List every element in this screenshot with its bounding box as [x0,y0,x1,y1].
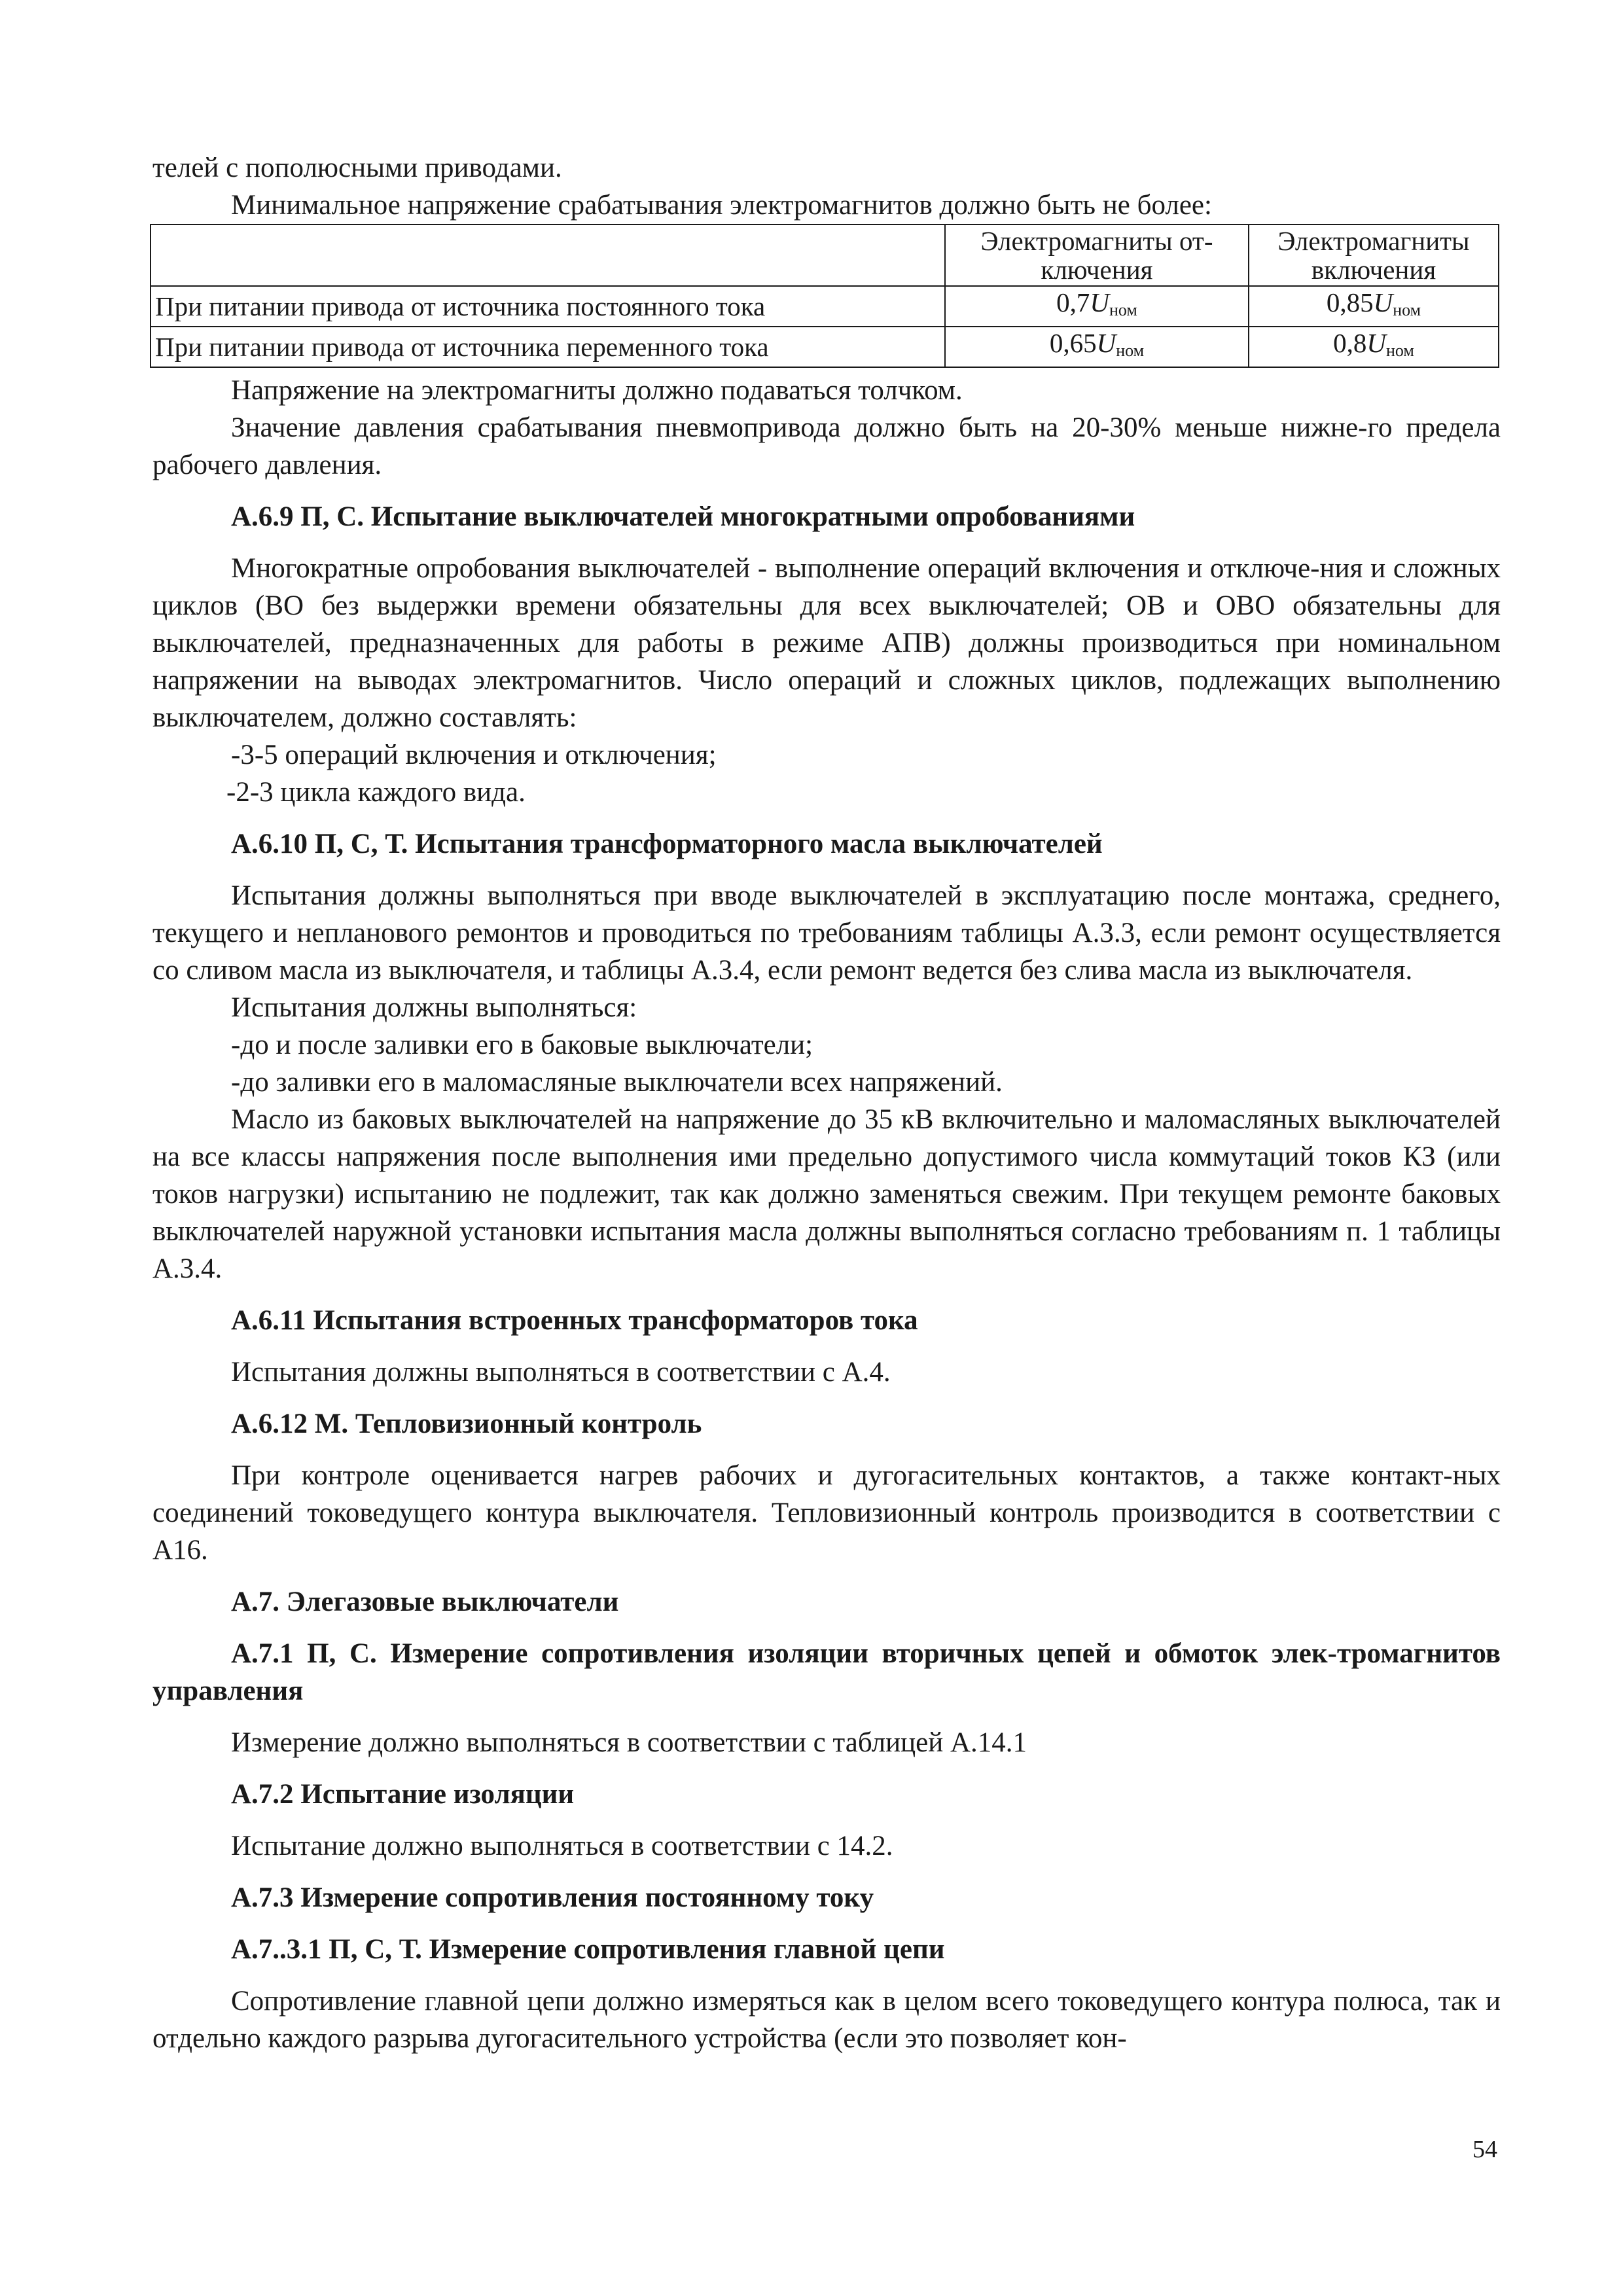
heading-a7-2: А.7.2 Испытание изоляции [231,1779,575,1810]
table-row [151,286,1499,327]
voltage-symbol: U [1366,328,1386,358]
paragraph-a7-3-1: Сопротивление главной цепи должно измеряться как в целом всего токоведущего контура полюса, так и отдельно каждого разрыва дугогасительного устройства (если это позволяет кон- [152,1986,1501,2054]
paragraph-a7-1: Измерение должно выполняться в соответствии с таблицей А.14.1 [231,1727,1027,1758]
table-header-cell: Электромагниты от-ключения [945,224,1249,286]
paragraph-a6-11: Испытания должны выполняться в соответствии с А.4. [231,1357,891,1388]
heading-a7-3: А.7.3 Измерение сопротивления постоянному току [231,1882,874,1913]
voltage-symbol: U [1373,287,1393,317]
voltage-table [150,224,1499,368]
paragraph-pneumatic-pressure: Значение давления срабатывания пневмопривода должно быть на 20-30% меньше нижне-го предела рабочего давления. [152,412,1501,480]
table-row [151,327,1499,367]
voltage-subscript: ном [1109,300,1137,319]
voltage-symbol: U [1090,287,1109,317]
paragraph-a6-12: При контроле оценивается нагрев рабочих и дугогасительных контактов, а также контакт-ных соединений токоведущего контура выключателя. Тепловизионный контроль производится в соответствии с А16. [152,1460,1501,1566]
table-header-cell: Электромагниты включения [1249,224,1499,286]
table-cell-on-voltage [1249,327,1499,367]
table-cell-on-voltage [1249,286,1499,327]
table-row-label: При питании привода от источника переменного тока [151,327,945,367]
list-item: -3-5 операций включения и отключения; [231,740,717,770]
table-header-row [151,224,1499,286]
paragraph-pulse-supply: Напряжение на электромагниты должно подаваться толчком. [231,375,963,406]
coefficient-value: 0,65 [1049,328,1097,358]
voltage-subscript: ном [1393,300,1421,319]
list-item: -до и после заливки его в баковые выключатели; [231,1030,813,1060]
heading-a6-12: А.6.12 М. Тепловизионный контроль [231,1408,702,1439]
heading-a6-9: А.6.9 П, С. Испытание выключателей многократными опробованиями [231,501,1135,532]
intro-line-2: Минимальное напряжение срабатывания электромагнитов должно быть не более: [231,190,1212,221]
page-content [152,149,1501,2057]
coefficient-value: 0,8 [1333,328,1367,358]
heading-a6-10: А.6.10 П, С, Т. Испытания трансформаторного масла выключателей [231,829,1103,859]
coefficient-value: 0,85 [1326,287,1374,317]
page-number: 54 [1472,2136,1497,2163]
table-row-label: При питании привода от источника постоянного тока [151,286,945,327]
list-item: -до заливки его в маломасляные выключатели всех напряжений. [231,1067,1003,1098]
heading-a7-1: А.7.1 П, С. Измерение сопротивления изоляции вторичных цепей и обмоток элек-тромагнитов управления [152,1638,1501,1706]
paragraph-a6-10-2: Испытания должны выполняться: [231,992,637,1023]
heading-a7: А.7. Элегазовые выключатели [231,1587,619,1617]
heading-a7-3-1: А.7..3.1 П, С, Т. Измерение сопротивления главной цепи [231,1934,945,1965]
table-cell-off-voltage [945,286,1249,327]
voltage-symbol: U [1096,328,1116,358]
intro-line-1: телей с пополюсными приводами. [152,152,562,183]
paragraph-a6-10-1: Испытания должны выполняться при вводе выключателей в эксплуатацию после монтажа, среднего, текущего и непланового ремонтов и проводиться по требованиям таблицы А.3.3, если ремонт осуществляется со сливом масла из выключателя, и таблицы А.3.4, если ремонт ведется без слива масла из выключателя. [152,880,1501,986]
list-item: -2-3 цикла каждого вида. [226,777,526,808]
paragraph-a7-2: Испытание должно выполняться в соответствии с 14.2. [231,1831,893,1861]
paragraph-a6-9: Многократные опробования выключателей - выполнение операций включения и отключе-ния и сложных циклов (ВО без выдержки времени обязательны для всех выключателей; ОВ и ОВО обязательны для выключателей, предназначенных для работы в режиме АПВ) должны производиться при номинальном напряжении на выводах электромагнитов. Число операций и сложных циклов, подлежащих выполнению выключателем, должно составлять: [152,553,1501,733]
table-header-cell [151,224,945,286]
voltage-subscript: ном [1385,341,1414,360]
coefficient-value: 0,7 [1056,287,1090,317]
paragraph-a6-10-3: Масло из баковых выключателей на напряжение до 35 кВ включительно и маломасляных выключателей на все классы напряжения после выполнения ими предельно допустимого числа коммутаций токов КЗ (или токов нагрузки) испытанию не подлежит, так как должно заменяться свежим. При текущем ремонте баковых выключателей наружной установки испытания масла должны выполняться согласно требованиям п. 1 таблицы А.3.4. [152,1104,1501,1284]
table-cell-off-voltage [945,327,1249,367]
voltage-subscript: ном [1116,341,1145,360]
heading-a6-11: А.6.11 Испытания встроенных трансформаторов тока [231,1305,918,1336]
